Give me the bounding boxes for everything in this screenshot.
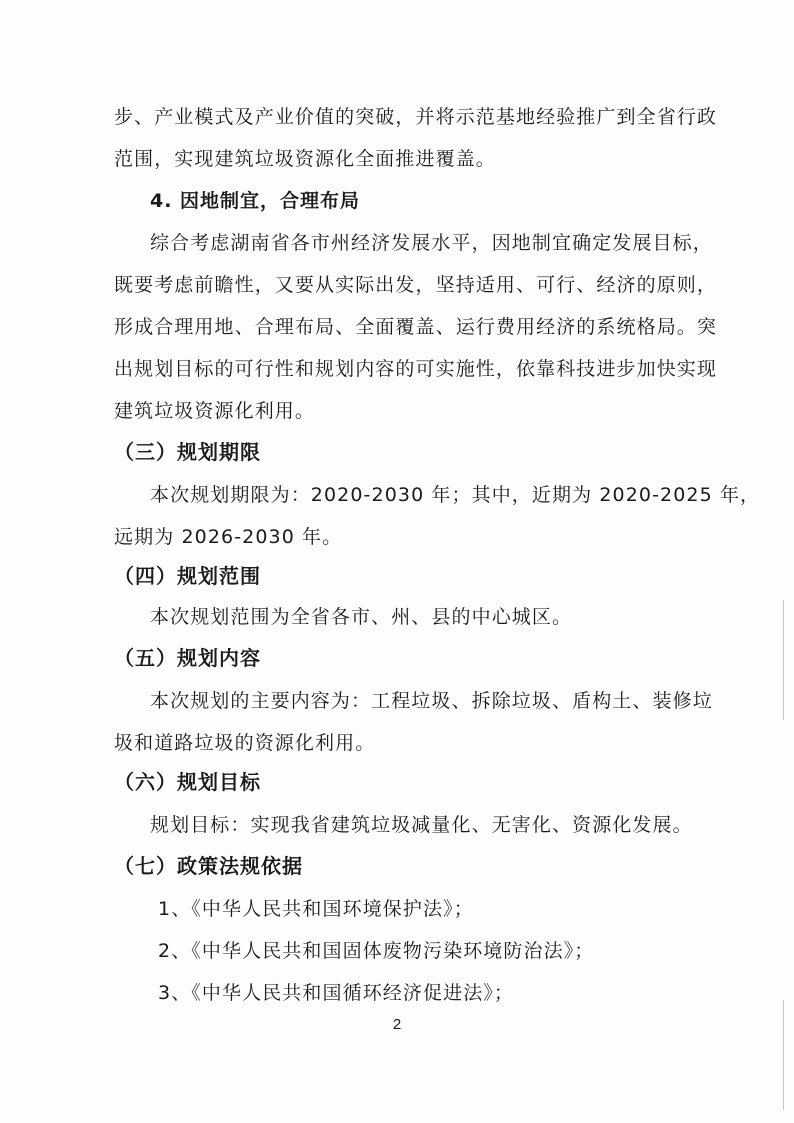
list-item: 3、《中华人民共和国循环经济促进法》； xyxy=(158,982,514,1004)
paragraph-line: 远期为 2026-2030 年。 xyxy=(114,526,343,548)
list-item: 1、《中华人民共和国环境保护法》； xyxy=(158,898,474,920)
paragraph-line: 建筑垃圾资源化利用。 xyxy=(114,400,316,422)
paragraph-line: 综合考虑湖南省各市州经济发展水平，因地制宜确定发展目标， xyxy=(150,232,713,254)
paragraph-line: 本次规划的主要内容为：工程垃圾、拆除垃圾、盾构土、装修垃 xyxy=(150,690,713,712)
paragraph-line: 本次规划期限为：2020-2030 年；其中，近期为 2020-2025 年， xyxy=(150,484,761,506)
subheading-4: 4. 因地制宜，合理布局 xyxy=(150,190,361,212)
page-number: 2 xyxy=(392,1016,402,1033)
scan-edge-mark xyxy=(783,600,784,720)
section-heading-7: （七）政策法规依据 xyxy=(114,854,303,878)
list-item: 2、《中华人民共和国固体废物污染环境防治法》； xyxy=(158,940,595,962)
paragraph-line: 本次规划范围为全省各市、州、县的中心城区。 xyxy=(150,606,573,628)
paragraph-line: 圾和道路垃圾的资源化利用。 xyxy=(114,732,376,754)
paragraph-line: 步、产业模式及产业价值的突破，并将示范基地经验推广到全省行政 xyxy=(114,106,718,128)
section-heading-6: （六）规划目标 xyxy=(114,770,261,794)
paragraph-line: 规划目标：实现我省建筑垃圾减量化、无害化、资源化发展。 xyxy=(150,814,693,836)
section-heading-4: （四）规划范围 xyxy=(114,564,261,588)
paragraph-line: 形成合理用地、合理布局、全面覆盖、运行费用经济的系统格局。突 xyxy=(114,316,718,338)
section-heading-5: （五）规划内容 xyxy=(114,646,261,670)
paragraph-line: 既要考虑前瞻性，又要从实际出发，坚持适用、可行、经济的原则， xyxy=(114,274,718,296)
paragraph-line: 出规划目标的可行性和规划内容的可实施性，依靠科技进步加快实现 xyxy=(114,358,718,380)
section-heading-3: （三）规划期限 xyxy=(114,440,261,464)
scan-edge-mark xyxy=(783,1000,784,1110)
paragraph-line: 范围，实现建筑垃圾资源化全面推进覆盖。 xyxy=(114,148,496,170)
